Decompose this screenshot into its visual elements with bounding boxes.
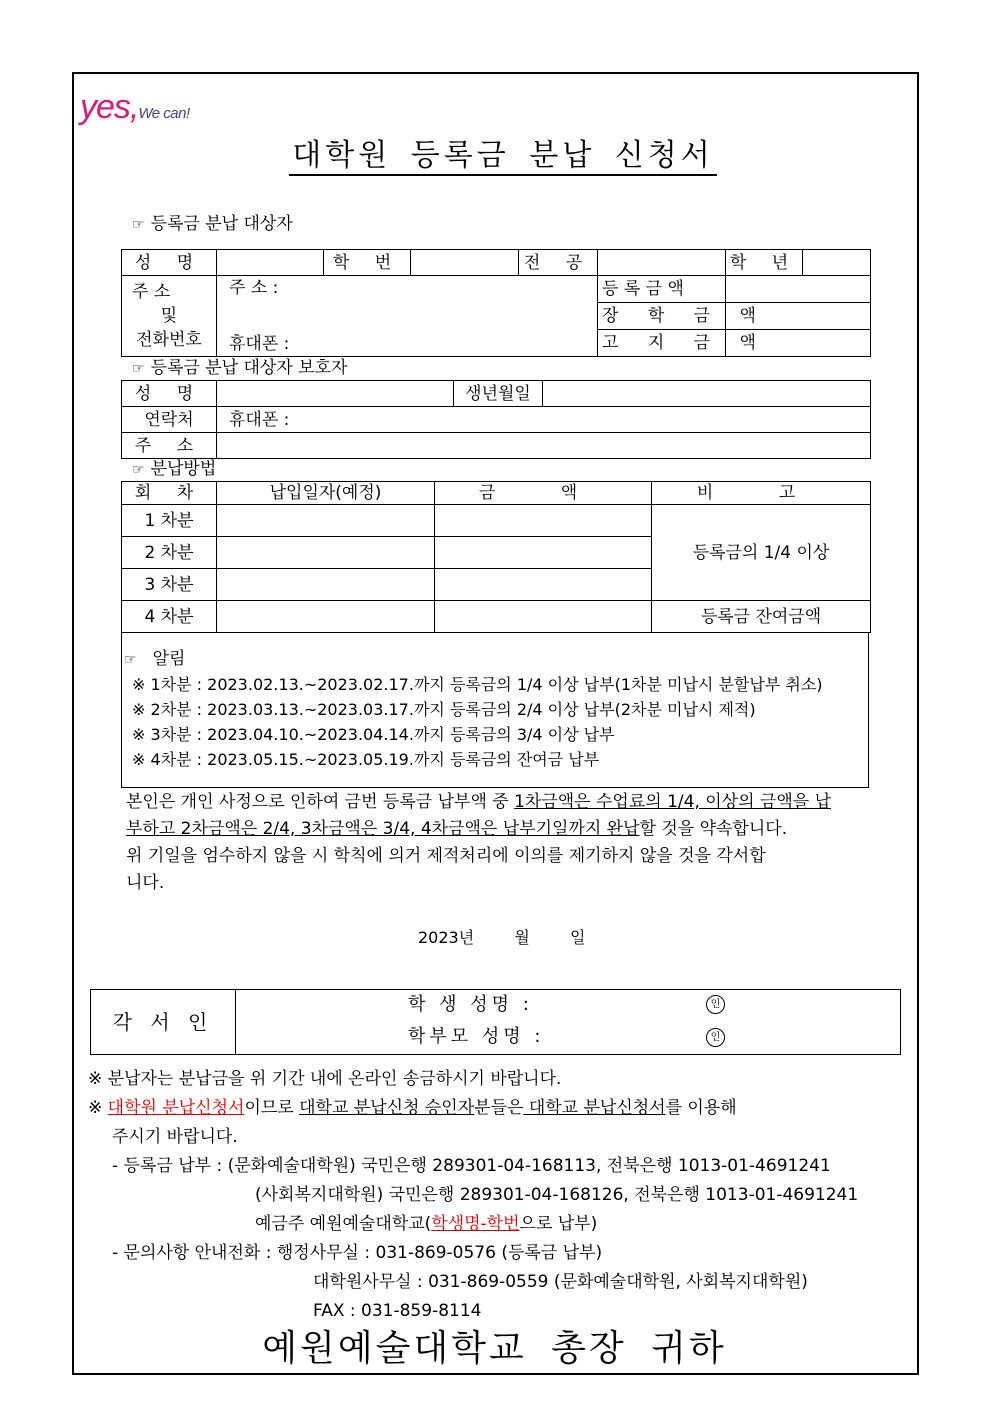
footer-note-2-cont: 주시기 바랍니다. xyxy=(112,1127,238,1147)
applicant-table xyxy=(121,249,871,357)
pledge-underlined: 1차금액은 수업료의 1/4, 이상의 금액을 납 xyxy=(514,792,832,812)
pledge-text: 본인은 개인 사정으로 인하여 금번 등록금 납부액 중 xyxy=(126,792,515,812)
grade-label: 학 년 xyxy=(726,250,803,276)
guardian-name-field[interactable] xyxy=(217,381,454,407)
birth-label: 생년월일 xyxy=(454,381,543,407)
note-mark: ※ xyxy=(88,1098,108,1118)
pointing-hand-icon: ☞ xyxy=(132,462,145,478)
section-heading-text: 등록금 분납 대상자 xyxy=(150,214,293,234)
note-text: 를 이용해 xyxy=(665,1098,737,1118)
header-amount: 금 액 xyxy=(435,482,652,505)
parent-signature-label: 학부모 성명 : xyxy=(408,1026,545,1047)
section-heading-applicant xyxy=(132,214,293,235)
notice-item-3: ※ 3차분 : 2023.04.10.~2023.04.14.까지 등록금의 3/4 이상 납부 xyxy=(132,725,615,744)
payment-line-3 xyxy=(255,1213,597,1235)
round-3-label: 3 차분 xyxy=(122,569,217,601)
major-label: 전 공 xyxy=(519,250,598,276)
round-1-date-field[interactable] xyxy=(217,505,435,537)
round-3-date-field[interactable] xyxy=(217,569,435,601)
billed-label xyxy=(598,330,768,357)
section-heading-text: 등록금 분납 대상자 보호자 xyxy=(150,358,348,378)
depositor-red-text: 학생명-학번 xyxy=(431,1214,520,1234)
logo-wecan: We can! xyxy=(138,105,190,122)
address-phone-label xyxy=(122,276,217,357)
and-label: 및 xyxy=(160,306,178,326)
inquiry-line-3: FAX : 031-859-8114 xyxy=(313,1301,482,1321)
pledge-line-4: 니다. xyxy=(126,873,165,893)
round-1-label: 1 차분 xyxy=(122,505,217,537)
date-month[interactable]: 월 xyxy=(514,928,530,947)
name-field[interactable] xyxy=(217,250,324,276)
notice-heading xyxy=(124,649,185,670)
date-year: 2023년 xyxy=(418,928,475,947)
round-2-label: 2 차분 xyxy=(122,537,217,569)
pledge-line-1 xyxy=(126,791,831,813)
inquiry-label: - 문의사항 안내전화 : xyxy=(112,1243,277,1263)
footer-note-2 xyxy=(88,1097,737,1119)
payment-line-2: (사회복지대학원) 국민은행 289301-04-168126, 전북은행 1013-01-4691241 xyxy=(255,1185,859,1205)
round-4-label: 4 차분 xyxy=(122,601,217,633)
billed-label-text: 고 지 금 액 xyxy=(602,333,768,353)
pledge-line-2 xyxy=(126,818,787,840)
payment-account-1: (문화예술대학원) 국민은행 289301-04-168113, 전북은행 1013-01-4691241 xyxy=(227,1156,831,1176)
pointing-hand-icon: ☞ xyxy=(124,652,137,668)
note-underlined-2: 대학교 분납신청서 xyxy=(523,1098,666,1118)
contact-field[interactable] xyxy=(217,407,871,433)
signer-label: 각 서 인 xyxy=(91,990,236,1055)
round-2-amount-field[interactable] xyxy=(435,537,652,569)
tuition-field[interactable] xyxy=(726,276,871,303)
notice-item-2: ※ 2차분 : 2023.03.13.~2023.03.17.까지 등록금의 2/4 이상 납부(2차분 미납시 제적) xyxy=(132,700,756,719)
address-phone-field[interactable] xyxy=(217,276,598,357)
signature-area xyxy=(236,990,901,1055)
student-signature-label: 학 생 성명 : xyxy=(408,994,533,1015)
pointing-hand-icon: ☞ xyxy=(132,217,145,233)
signature-table xyxy=(90,989,901,1055)
inquiry-line-2: 대학원사무실 : 031-869-0559 (문화예술대학원, 사회복지대학원) xyxy=(313,1272,808,1292)
round-3-amount-field[interactable] xyxy=(435,569,652,601)
name-label: 성 명 xyxy=(122,250,217,276)
student-id-label: 학 번 xyxy=(324,250,411,276)
logo-yes: yes, xyxy=(80,88,139,126)
address-prefix: 주 소 : xyxy=(229,278,279,298)
section-heading-text: 분납방법 xyxy=(150,459,217,479)
inquiry-admin: 행정사무실 : 031-869-0576 (등록금 납부) xyxy=(276,1243,603,1263)
round-4-date-field[interactable] xyxy=(217,601,435,633)
logo xyxy=(80,88,190,128)
grade-field[interactable] xyxy=(803,250,871,276)
tuition-label-text: 등 록 금 액 xyxy=(602,279,684,299)
tuition-label xyxy=(598,276,726,303)
depositor-text-end: 으로 납부) xyxy=(519,1214,598,1234)
guardian-address-label: 주 소 xyxy=(122,433,217,459)
notice-item-4: ※ 4차분 : 2023.05.15.~2023.05.19.까지 등록금의 잔여금 납부 xyxy=(132,750,600,769)
pledge-text: 할 것을 약속합니다. xyxy=(639,819,788,839)
parent-seal-icon[interactable]: 인 xyxy=(706,1028,725,1047)
section-heading-guardian xyxy=(132,358,347,379)
payment-line-1 xyxy=(112,1155,831,1177)
note-text: 이므로 xyxy=(244,1098,300,1118)
notice-box xyxy=(121,633,869,788)
date-day[interactable]: 일 xyxy=(570,928,586,947)
header-round: 회 차 xyxy=(122,482,217,505)
note-text: 분들은 xyxy=(474,1098,524,1118)
student-id-field[interactable] xyxy=(411,250,519,276)
guardian-address-field[interactable] xyxy=(217,433,871,459)
date-line xyxy=(418,928,586,948)
installment-table xyxy=(121,481,871,633)
scholarship-label xyxy=(598,303,768,330)
inquiry-line-1 xyxy=(112,1242,602,1264)
round-4-amount-field[interactable] xyxy=(435,601,652,633)
payment-label: - 등록금 납부 : xyxy=(112,1156,228,1176)
footer-note-1: ※ 분납자는 분납금을 위 기간 내에 온라인 송금하시기 바랍니다. xyxy=(88,1069,562,1089)
guardian-table xyxy=(121,380,871,459)
student-seal-icon[interactable]: 인 xyxy=(706,995,725,1014)
scholarship-label-text: 장 학 금 액 xyxy=(602,306,768,326)
page-title: 대학원 등록금 분납 신청서 xyxy=(289,138,717,176)
header-date: 납입일자(예정) xyxy=(217,482,435,505)
closing-addressee: 예원예술대학교 총장 귀하 xyxy=(262,1328,727,1369)
guardian-mobile-prefix: 휴대폰 : xyxy=(229,409,290,430)
pledge-line-3: 위 기일을 엄수하지 않을 시 학칙에 의거 제적처리에 이의를 제기하지 않을 것을 각서합 xyxy=(126,846,766,866)
round-2-date-field[interactable] xyxy=(217,537,435,569)
mobile-prefix: 휴대폰 : xyxy=(229,334,290,354)
note-underlined-1: 대학교 분납신청 승인자 xyxy=(299,1098,475,1118)
birth-field[interactable] xyxy=(543,381,871,407)
notice-item-1: ※ 1차분 : 2023.02.13.~2023.02.17.까지 등록금의 1/4 이상 납부(1차분 미납시 분할납부 취소) xyxy=(132,675,823,694)
notice-heading-text: 알림 xyxy=(152,649,186,669)
pointing-hand-icon: ☞ xyxy=(132,361,145,377)
remarks-4: 등록금 잔여금액 xyxy=(652,601,871,633)
major-field[interactable] xyxy=(598,250,726,276)
pledge-underlined: 부하고 2차금액은 2/4, 3차금액은 3/4, 4차금액은 납부기일까지 완납 xyxy=(126,819,640,839)
header-remarks: 비 고 xyxy=(652,482,871,505)
round-1-amount-field[interactable] xyxy=(435,505,652,537)
address-label-text: 주 소 xyxy=(132,282,171,302)
guardian-name-label: 성 명 xyxy=(122,381,217,407)
section-heading-method xyxy=(132,459,216,480)
note-red-text: 대학원 분납신청서 xyxy=(107,1098,245,1118)
contact-label: 연락처 xyxy=(122,407,217,433)
remarks-1to3: 등록금의 1/4 이상 xyxy=(652,505,871,601)
address-label-line xyxy=(122,280,216,304)
phone-label: 전화번호 xyxy=(136,330,202,350)
depositor-text: 예금주 예원예술대학교( xyxy=(255,1214,432,1234)
